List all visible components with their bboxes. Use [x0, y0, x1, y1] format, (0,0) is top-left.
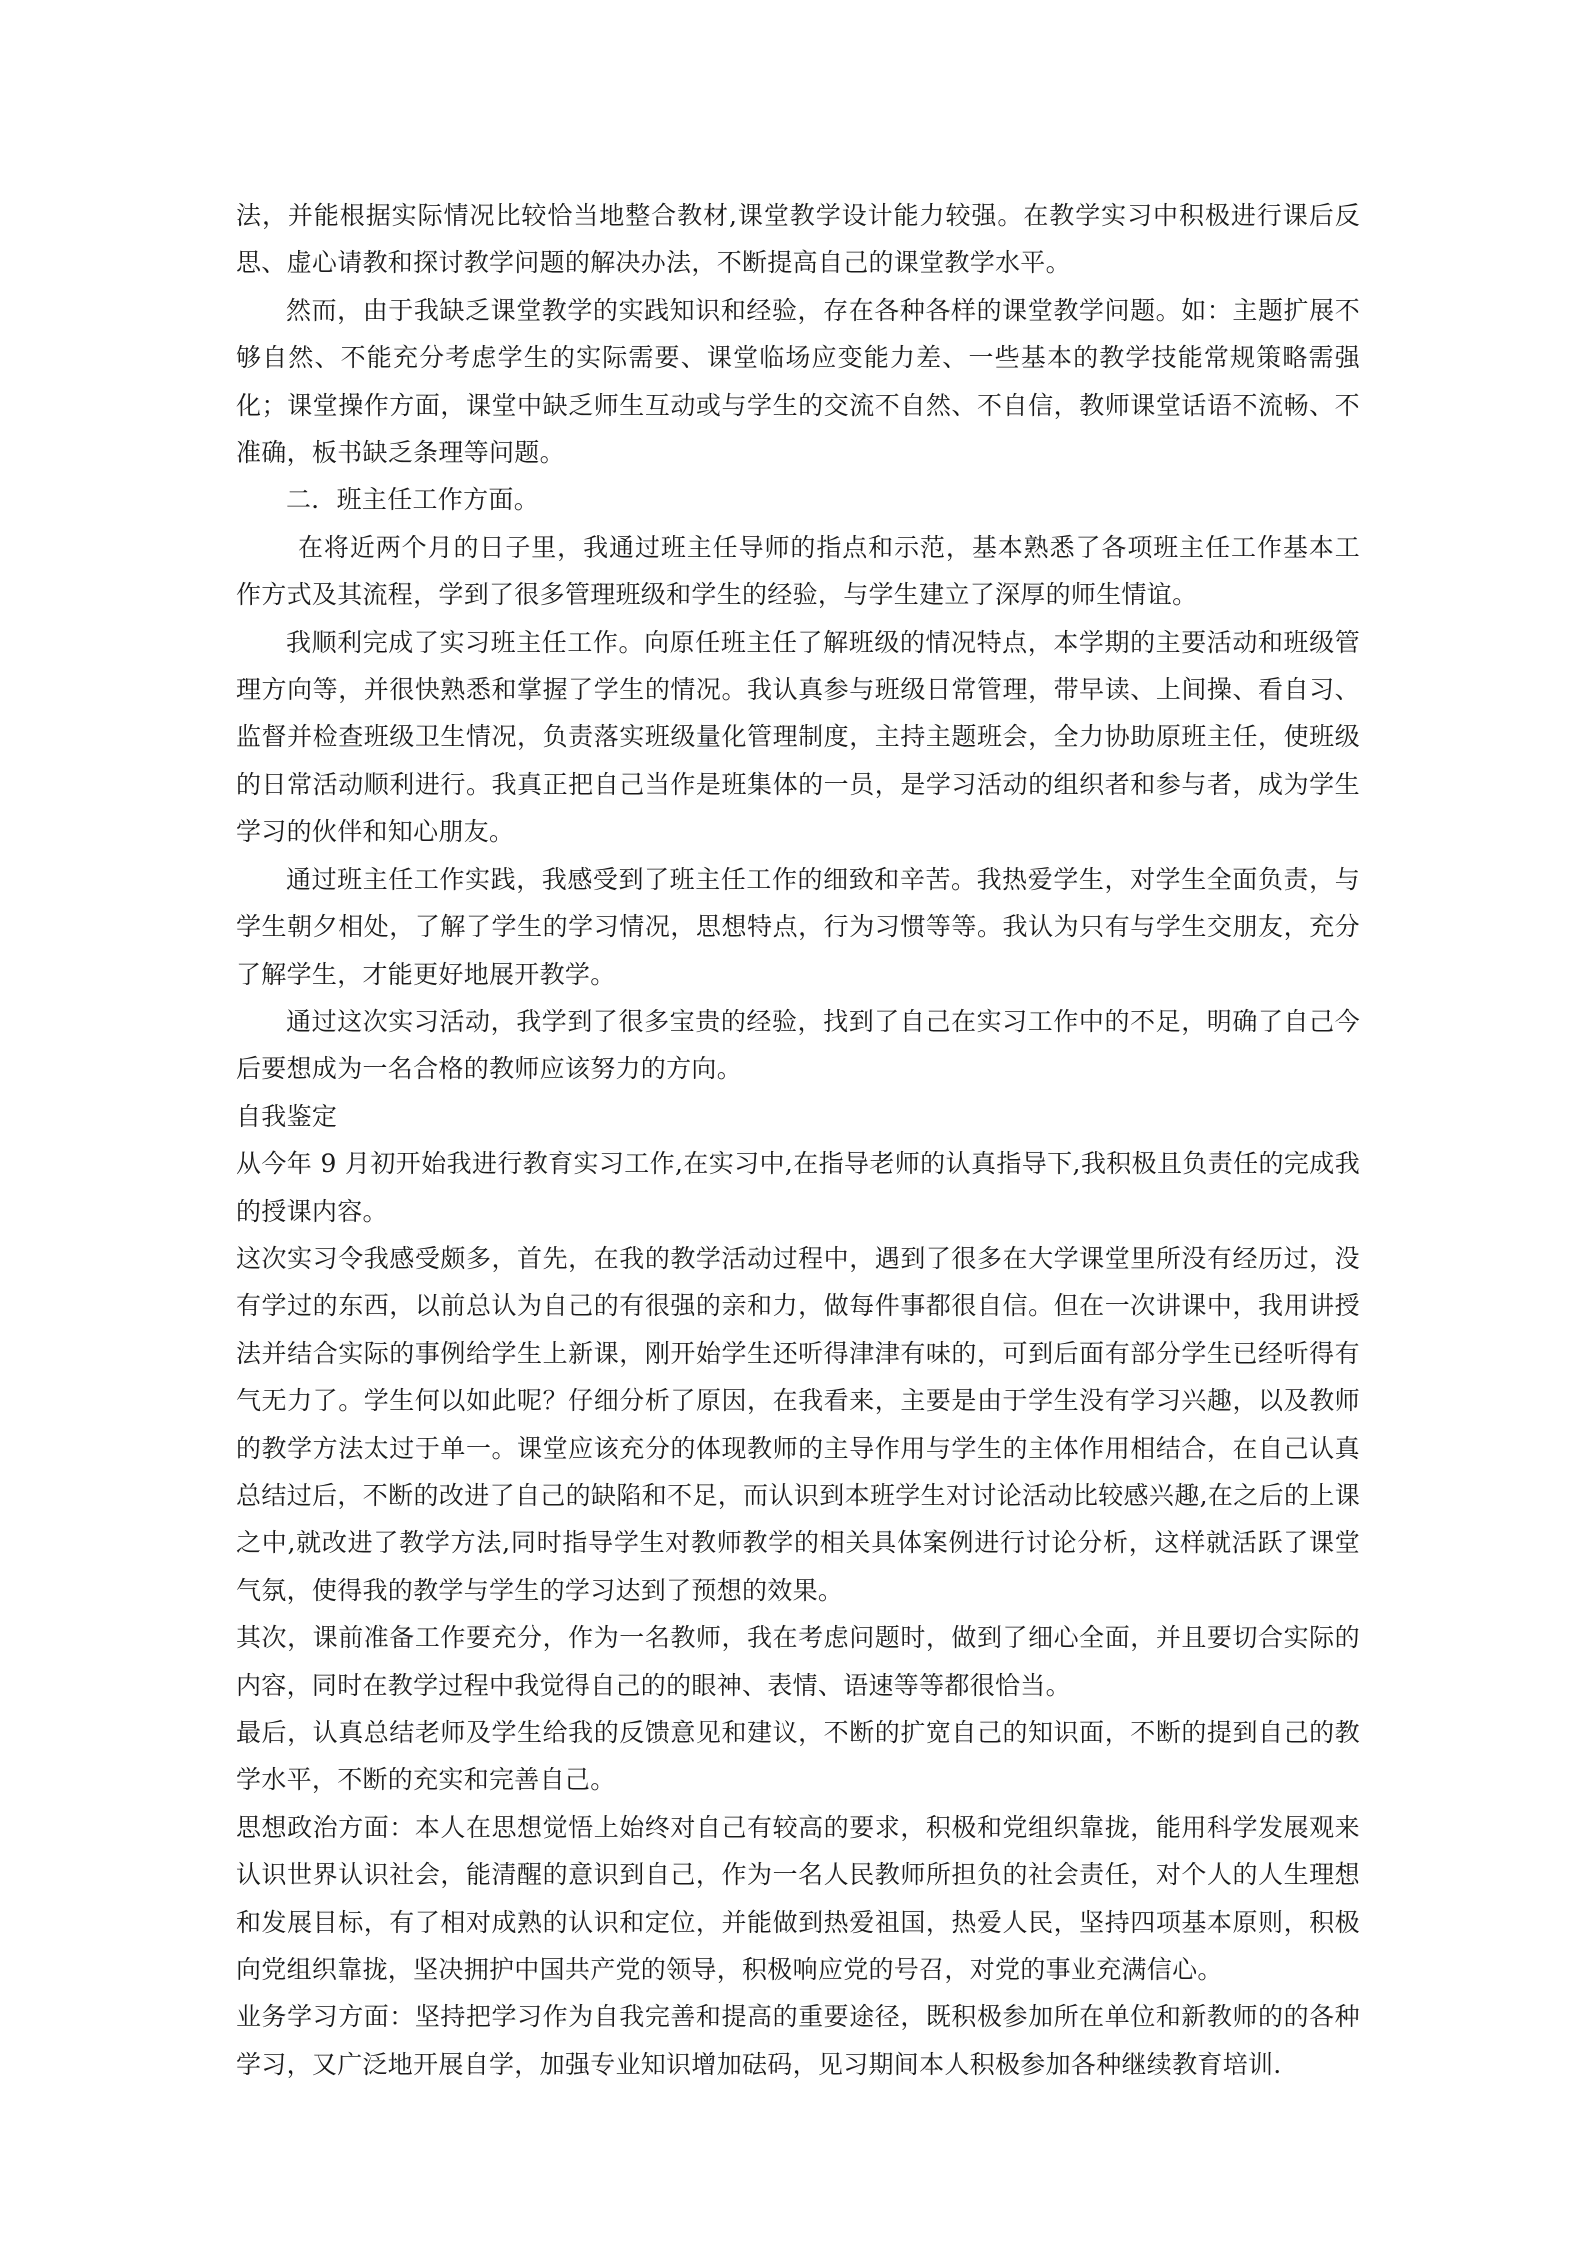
paragraph-class-teacher-intro: 在将近两个月的日子里，我通过班主任导师的指点和示范，基本熟悉了各项班主任工作基本工作方式及其流程，学到了很多管理班级和学生的经验，与学生建立了深厚的师生情谊。	[236, 532, 1360, 610]
paragraph-feedback: 最后，认真总结老师及学生给我的反馈意见和建议，不断的扩宽自己的知识面，不断的提到自己的教学水平，不断的充实和完善自己。	[236, 1718, 1360, 1795]
paragraph-self-assessment-intro: 从今年 9 月初开始我进行教育实习工作,在实习中,在指导老师的认真指导下,我积极且负责任的完成我的授课内容。	[236, 1149, 1360, 1226]
paragraph-teaching-lessons: 这次实习令我感受颇多，首先，在我的教学活动过程中，遇到了很多在大学课堂里所没有经历过，没有学过的东西，以前总认为自己的有很强的亲和力，做每件事都很自信。但在一次讲课中，我用讲授法并结合实际的事例给学生上新课，刚开始学生还听得津津有味的，可到后面有部分学生已经听得有气无力了。学生何以如此呢？仔细分析了原因，在我看来，主要是由于学生没有学习兴趣，以及教师的教学方法太过于单一。课堂应该充分的体现教师的主导作用与学生的主体作用相结合，在自己认真总结过后，不断的改进了自己的缺陷和不足，而认识到本班学生对讨论活动比较感兴趣,在之后的上课之中,就改进了教学方法,同时指导学生对教师教学的相关具体案例进行讨论分析，这样就活跃了课堂气氛，使得我的教学与学生的学习达到了预想的效果。	[236, 1243, 1360, 1605]
paragraph-internship-summary: 通过这次实习活动，我学到了很多宝贵的经验，找到了自己在实习工作中的不足，明确了自己今后要想成为一名合格的教师应该努力的方向。	[236, 1006, 1360, 1084]
self-assessment-heading: 自我鉴定	[236, 1101, 338, 1131]
document-page	[236, 192, 1360, 2088]
paragraph-teaching-reflection: 法，并能根据实际情况比较恰当地整合教材,课堂教学设计能力较强。在教学实习中积极进行课后反思、虚心请教和探讨教学问题的解决办法，不断提高自己的课堂教学水平。	[236, 201, 1360, 278]
paragraph-teaching-problems: 然而，由于我缺乏课堂教学的实践知识和经验，存在各种各样的课堂教学问题。如：主题扩展不够自然、不能充分考虑学生的实际需要、课堂临场应变能力差、一些基本的教学技能常规策略需强化；课堂操作方面，课堂中缺乏师生互动或与学生的交流不自然、不自信，教师课堂话语不流畅、不准确，板书缺乏条理等问题。	[236, 295, 1360, 468]
paragraph-class-teacher-duties: 我顺利完成了实习班主任工作。向原任班主任了解班级的情况特点，本学期的主要活动和班级管理方向等，并很快熟悉和掌握了学生的情况。我认真参与班级日常管理，带早读、上间操、看自习、监督并检查班级卫生情况，负责落实班级量化管理制度，主持主题班会，全力协助原班主任，使班级的日常活动顺利进行。我真正把自己当作是班集体的一员，是学习活动的组织者和参与者，成为学生学习的伙伴和知心朋友。	[236, 627, 1360, 847]
paragraph-class-teacher-experience: 通过班主任工作实践，我感受到了班主任工作的细致和辛苦。我热爱学生，对学生全面负责，与学生朝夕相处，了解了学生的学习情况，思想特点，行为习惯等等。我认为只有与学生交朋友，充分了解学生，才能更好地展开教学。	[236, 864, 1360, 989]
section-heading-class-teacher: 二．班主任工作方面。	[286, 485, 540, 515]
paragraph-professional-study: 业务学习方面：坚持把学习作为自我完善和提高的重要途径，既积极参加所在单位和新教师的的各种学习，又广泛地开展自学，加强专业知识增加砝码，见习期间本人积极参加各种继续教育培训.	[236, 2002, 1360, 2079]
paragraph-lesson-preparation: 其次，课前准备工作要充分，作为一名教师，我在考虑问题时，做到了细心全面，并且要切合实际的内容，同时在教学过程中我觉得自己的的眼神、表情、语速等等都很恰当。	[236, 1623, 1360, 1700]
paragraph-political-thought: 思想政治方面：本人在思想觉悟上始终对自己有较高的要求，积极和党组织靠拢，能用科学发展观来认识世界认识社会，能清醒的意识到自己，作为一名人民教师所担负的社会责任，对个人的人生理想和发展目标，有了相对成熟的认识和定位，并能做到热爱祖国，热爱人民，坚持四项基本原则，积极向党组织靠拢，坚决拥护中国共产党的领导，积极响应党的号召，对党的事业充满信心。	[236, 1812, 1360, 1985]
